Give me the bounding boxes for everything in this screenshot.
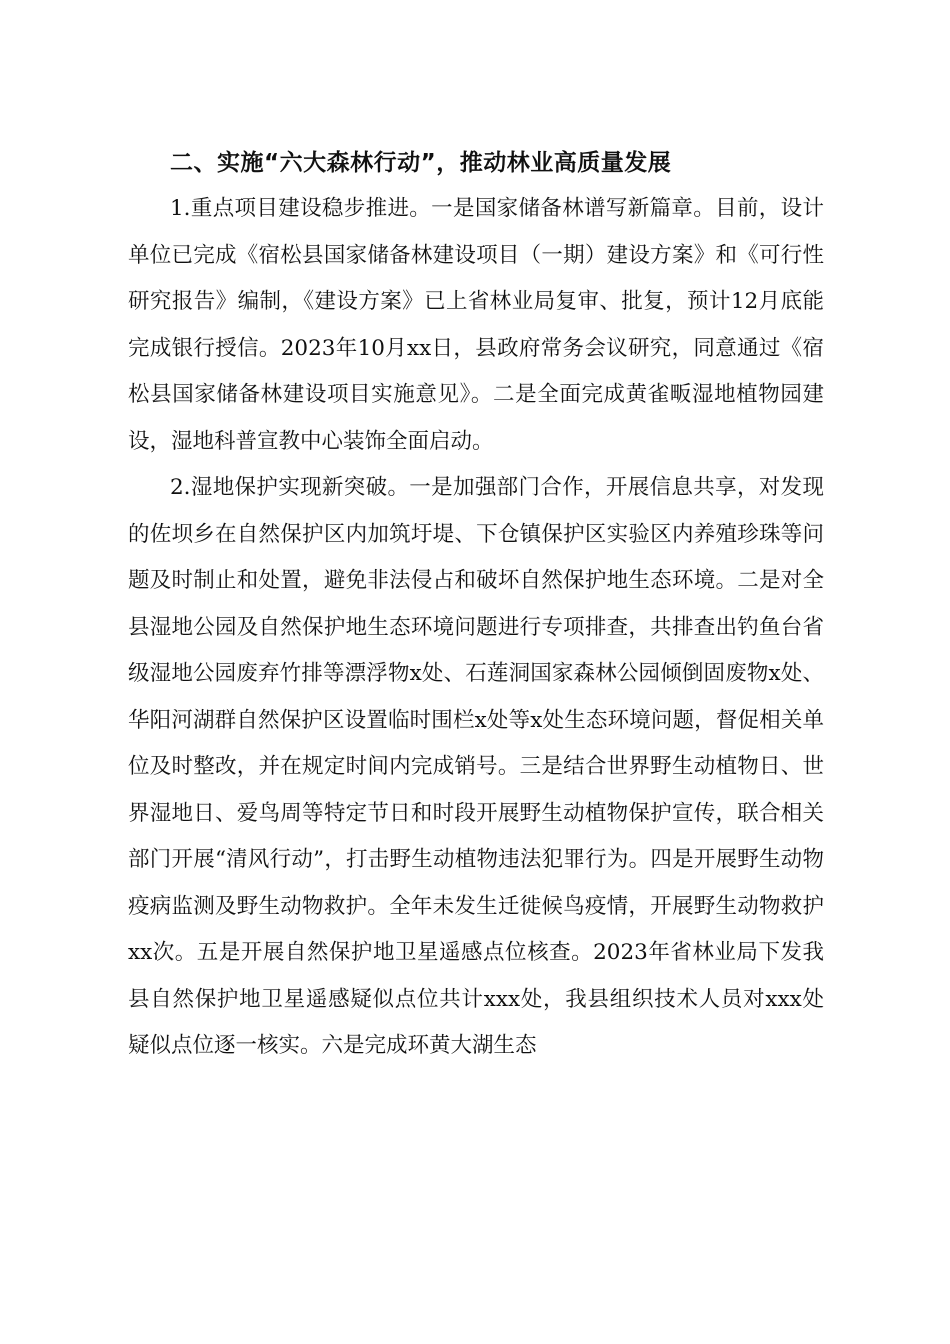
document-body bbox=[128, 140, 824, 1070]
paragraph-wetland-protection: 2.湿地保护实现新突破。一是加强部门合作，开展信息共享，对发现的佐坝乡在自然保护区内加筑圩堤、下仓镇保护区实验区内养殖珍珠等问题及时制止和处置，避免非法侵占和破坏自然保护地生态环境。二是对全县湿地公园及自然保护地生态环境问题进行专项排查，共排查出钓鱼台省级湿地公园废弃竹排等漂浮物x处、石莲洞国家森林公园倾倒固废物x处、华阳河湖群自然保护区设置临时围栏x处等x处生态环境问题，督促相关单位及时整改，并在规定时间内完成销号。三是结合世界野生动植物日、世界湿地日、爱鸟周等特定节日和时段开展野生动植物保护宣传，联合相关部门开展“清风行动”，打击野生动植物违法犯罪行为。四是开展野生动物疫病监测及野生动物救护。全年未发生迁徙候鸟疫情，开展野生动物救护xx次。五是开展自然保护地卫星遥感点位核查。2023年省林业局下发我县自然保护地卫星遥感疑似点位共计xxx处，我县组织技术人员对xxx处疑似点位逐一核实。六是完成环黄大湖生态 bbox=[128, 475, 824, 1058]
paragraph-key-projects: 1.重点项目建设稳步推进。一是国家储备林谱写新篇章。目前，设计单位已完成《宿松县国家储备林建设项目（一期）建设方案》和《可行性研究报告》编制，《建设方案》已上省林业局复审、批复，预计12月底能完成银行授信。2023年10月xx日，县政府常务会议研究，同意通过《宿松县国家储备林建设项目实施意见》。二是全面完成黄雀畈湿地植物园建设，湿地科普宣教中心装饰全面启动。 bbox=[128, 196, 824, 454]
section-heading: 二、实施“六大森林行动”，推动林业高质量发展 bbox=[170, 150, 672, 176]
